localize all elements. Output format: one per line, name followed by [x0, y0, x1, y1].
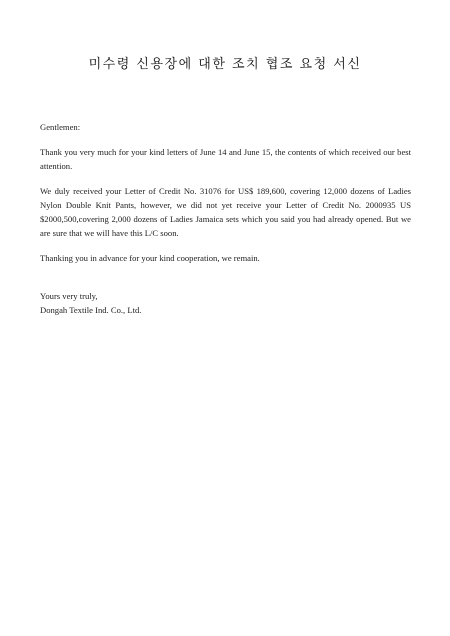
salutation: Gentlemen:: [40, 122, 81, 132]
closing: Yours very truly,: [40, 291, 98, 301]
letter-body: [40, 120, 411, 317]
signature: Dongah Textile Ind. Co., Ltd.: [40, 305, 142, 315]
closing-block: [40, 289, 411, 317]
paragraph-cooperation: Thanking you in advance for your kind cooperation, we remain.: [40, 253, 260, 263]
paragraph-letter-of-credit: We duly received your Letter of Credit No. 31076 for US$ 189,600, covering 12,000 dozens of Ladies Nylon Double Knit Pants, however, we did not yet receive your Letter of Credit No. 2000935 US $2000,500,covering 2,000 dozens of Ladies Jamaica sets which you said you had already opened. But we are sure that we will have this L/C soon.: [40, 186, 411, 238]
paragraph-thanks: Thank you very much for your kind letters of June 14 and June 15, the contents of which received our best attention.: [40, 147, 411, 171]
document-title: 미수령 신용장에 대한 조치 협조 요청 서신: [88, 57, 362, 72]
